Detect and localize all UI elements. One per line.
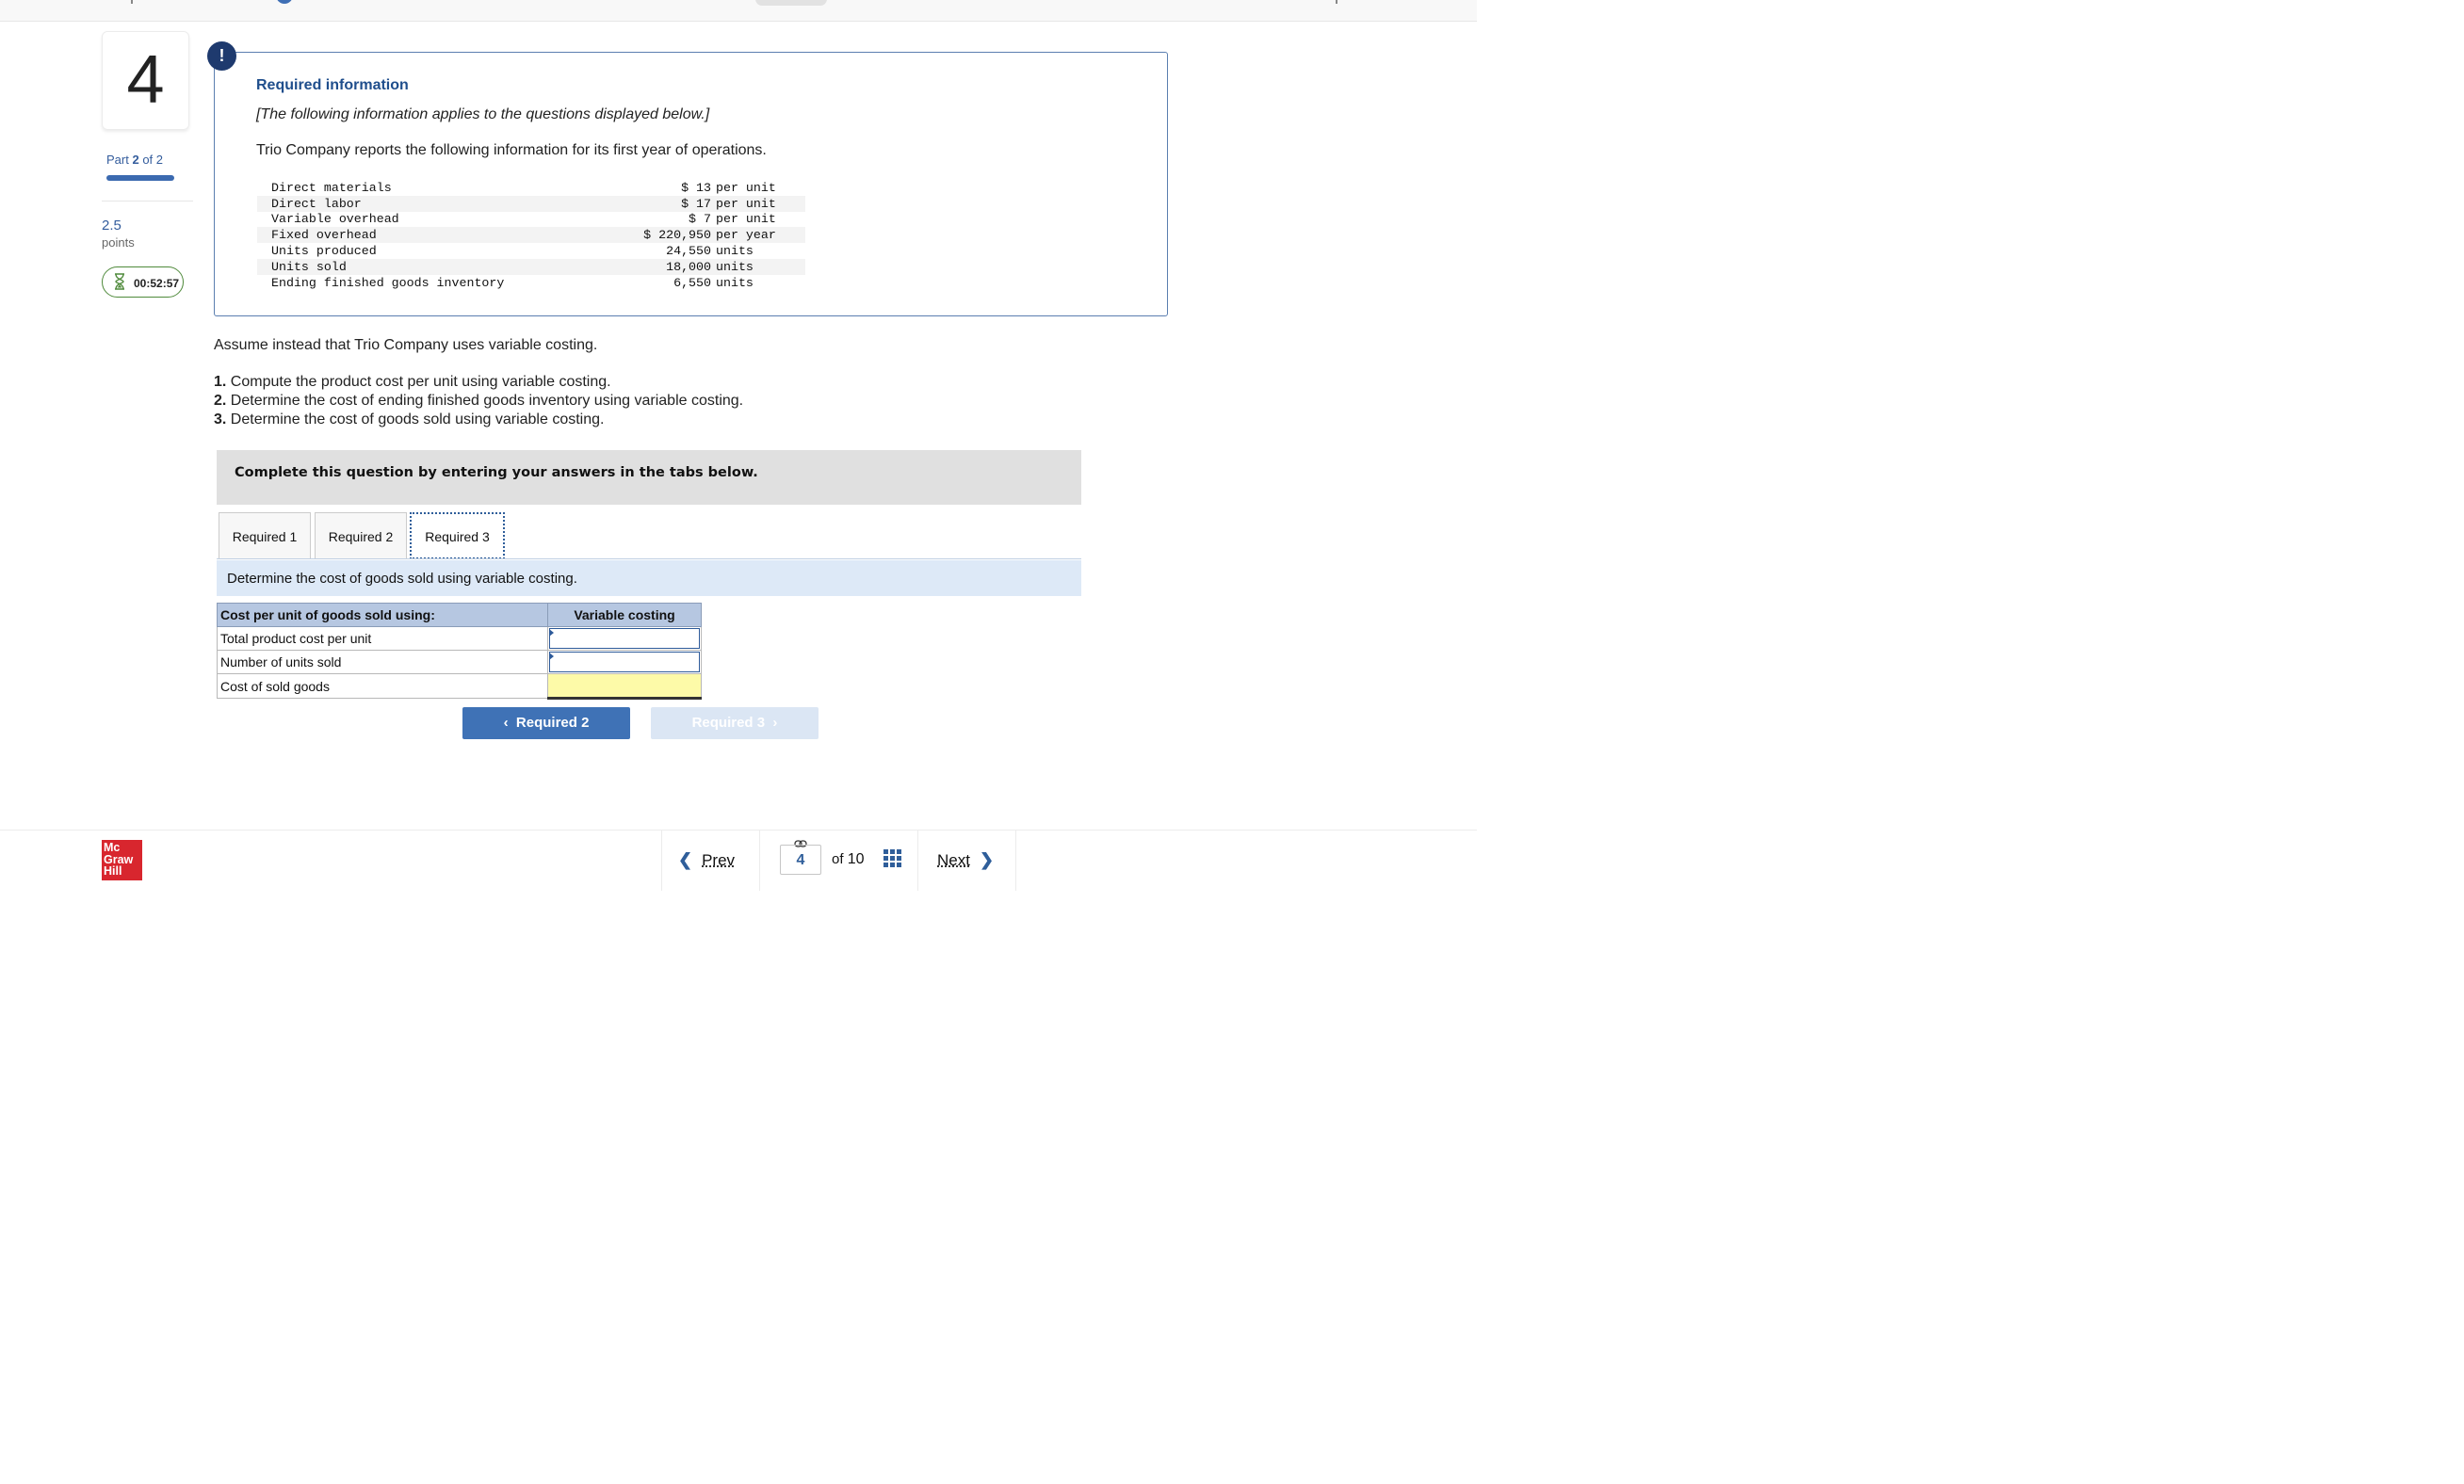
assumption-text: Assume instead that Trio Company uses variable costing. xyxy=(214,337,598,353)
part-label: Part xyxy=(106,153,129,167)
data-row xyxy=(257,196,805,212)
data-label: Ending finished goods inventory xyxy=(271,275,505,290)
question-number: 4 xyxy=(102,31,189,130)
data-value: 24,550 xyxy=(666,244,711,259)
answer-row xyxy=(218,674,702,699)
data-value: 18,000 xyxy=(570,259,711,275)
requirement-number: 1. xyxy=(214,374,227,390)
chevron-left-icon: ‹ xyxy=(503,715,516,731)
pager-divider xyxy=(1015,831,1016,891)
hourglass-icon xyxy=(114,273,125,290)
info-note: [The following information applies to the questions displayed below.] xyxy=(256,106,710,122)
data-unit: per unit xyxy=(716,180,776,195)
data-unit: units xyxy=(711,259,805,275)
page-number-input[interactable]: 4 xyxy=(780,845,821,875)
data-unit: per year xyxy=(711,227,805,243)
tab-prompt-text: Determine the cost of goods sold using variable costing. xyxy=(227,571,577,587)
cost-data-table xyxy=(257,180,805,291)
data-unit: units xyxy=(716,244,754,259)
data-label: Variable overhead xyxy=(271,212,399,227)
data-unit: per unit xyxy=(711,196,805,212)
data-row xyxy=(257,259,805,275)
cost-of-sold-goods-total xyxy=(548,674,702,699)
input-marker-icon xyxy=(549,629,554,637)
of-label: of xyxy=(832,851,844,867)
sidebar-divider xyxy=(102,201,193,202)
answer-row-label: Cost of sold goods xyxy=(218,674,548,699)
pager-divider xyxy=(661,831,662,891)
chevron-right-icon: ❯ xyxy=(979,850,995,869)
data-row xyxy=(257,212,805,228)
data-unit: units xyxy=(716,275,754,290)
logo-line: Mc xyxy=(104,841,121,854)
toolbar-pill-button[interactable] xyxy=(755,0,827,6)
data-value: $ 7 xyxy=(689,212,711,227)
part-current: 2 xyxy=(132,153,139,167)
answer-row xyxy=(218,627,702,651)
tab-prompt xyxy=(217,560,1081,596)
data-label: Units produced xyxy=(271,244,377,259)
prev-question-link[interactable] xyxy=(678,850,735,870)
requirement-item xyxy=(214,373,743,392)
part-of: of 2 xyxy=(142,153,164,167)
part-progress-bar xyxy=(106,175,174,181)
alert-icon: ! xyxy=(207,41,236,71)
points-label: points xyxy=(102,235,135,250)
logo-line: Graw xyxy=(104,852,134,866)
requirement-item xyxy=(214,411,743,429)
tab-required-1[interactable]: Required 1 xyxy=(219,512,311,559)
points-value: 2.5 xyxy=(102,218,122,234)
data-row xyxy=(257,227,805,243)
data-value: 6,550 xyxy=(673,275,711,290)
next-question-label: Next xyxy=(937,851,970,869)
instruction-text: Complete this question by entering your answers in the tabs below. xyxy=(235,465,758,480)
toolbar-indicator[interactable] xyxy=(276,0,293,4)
answer-row xyxy=(218,651,702,674)
data-unit: per unit xyxy=(716,212,776,227)
pager-divider xyxy=(759,831,760,891)
prev-required-label: Required 2 xyxy=(515,715,590,731)
prev-question-label: Prev xyxy=(702,851,736,869)
page-total xyxy=(832,851,864,868)
data-label: Fixed overhead xyxy=(257,227,570,243)
requirement-number: 3. xyxy=(214,411,227,427)
requirement-number: 2. xyxy=(214,393,227,409)
answer-table xyxy=(217,603,702,700)
tab-required-2[interactable]: Required 2 xyxy=(315,512,407,559)
data-label: Units sold xyxy=(257,259,570,275)
answer-header-variable-costing: Variable costing xyxy=(548,604,702,627)
info-intro: Trio Company reports the following information for its first year of operations. xyxy=(256,142,767,158)
data-value: $ 17 xyxy=(570,196,711,212)
data-value: $ 220,950 xyxy=(570,227,711,243)
timer-button[interactable] xyxy=(102,266,184,298)
data-label: Direct labor xyxy=(257,196,570,212)
top-toolbar xyxy=(0,0,1477,22)
requirement-text: Compute the product cost per unit using variable costing. xyxy=(230,374,611,390)
info-title: Required information xyxy=(256,77,409,93)
total-product-cost-input[interactable] xyxy=(548,627,702,651)
input-marker-icon xyxy=(549,653,554,660)
chevron-right-icon: › xyxy=(765,715,778,731)
data-value: $ 13 xyxy=(681,180,711,195)
tab-divider xyxy=(217,558,1081,559)
toolbar-divider xyxy=(131,0,133,4)
answer-header-label: Cost per unit of goods sold using: xyxy=(218,604,548,627)
answer-row-label: Total product cost per unit xyxy=(218,627,548,651)
part-indicator xyxy=(106,153,163,167)
requirement-list xyxy=(214,373,743,429)
data-row xyxy=(257,243,805,259)
total-pages: 10 xyxy=(847,851,865,867)
requirement-text: Determine the cost of ending finished goods inventory using variable costing. xyxy=(230,393,744,409)
next-question-link[interactable] xyxy=(937,850,994,870)
input-box[interactable] xyxy=(549,628,700,649)
input-box[interactable] xyxy=(549,652,700,672)
mcgraw-hill-logo xyxy=(102,840,142,880)
next-required-button[interactable] xyxy=(651,707,819,739)
prev-required-button[interactable] xyxy=(462,707,630,739)
data-row xyxy=(257,275,805,291)
data-row xyxy=(257,180,805,196)
logo-line: Hill xyxy=(104,864,122,878)
toolbar-divider xyxy=(1336,0,1337,4)
tab-required-3[interactable]: Required 3 xyxy=(410,512,505,559)
grid-icon[interactable] xyxy=(883,849,901,867)
requirement-item xyxy=(214,392,743,411)
data-label: Direct materials xyxy=(271,180,392,195)
footer-divider xyxy=(0,830,1477,831)
timer-text: 00:52:57 xyxy=(134,277,180,290)
instruction-banner xyxy=(217,450,1081,505)
units-sold-input[interactable] xyxy=(548,651,702,674)
answer-row-label: Number of units sold xyxy=(218,651,548,674)
next-required-label: Required 3 xyxy=(691,715,766,731)
pager-divider xyxy=(917,831,918,891)
answer-header-row xyxy=(218,604,702,627)
chevron-left-icon: ❮ xyxy=(678,850,693,869)
requirement-text: Determine the cost of goods sold using variable costing. xyxy=(230,411,605,427)
